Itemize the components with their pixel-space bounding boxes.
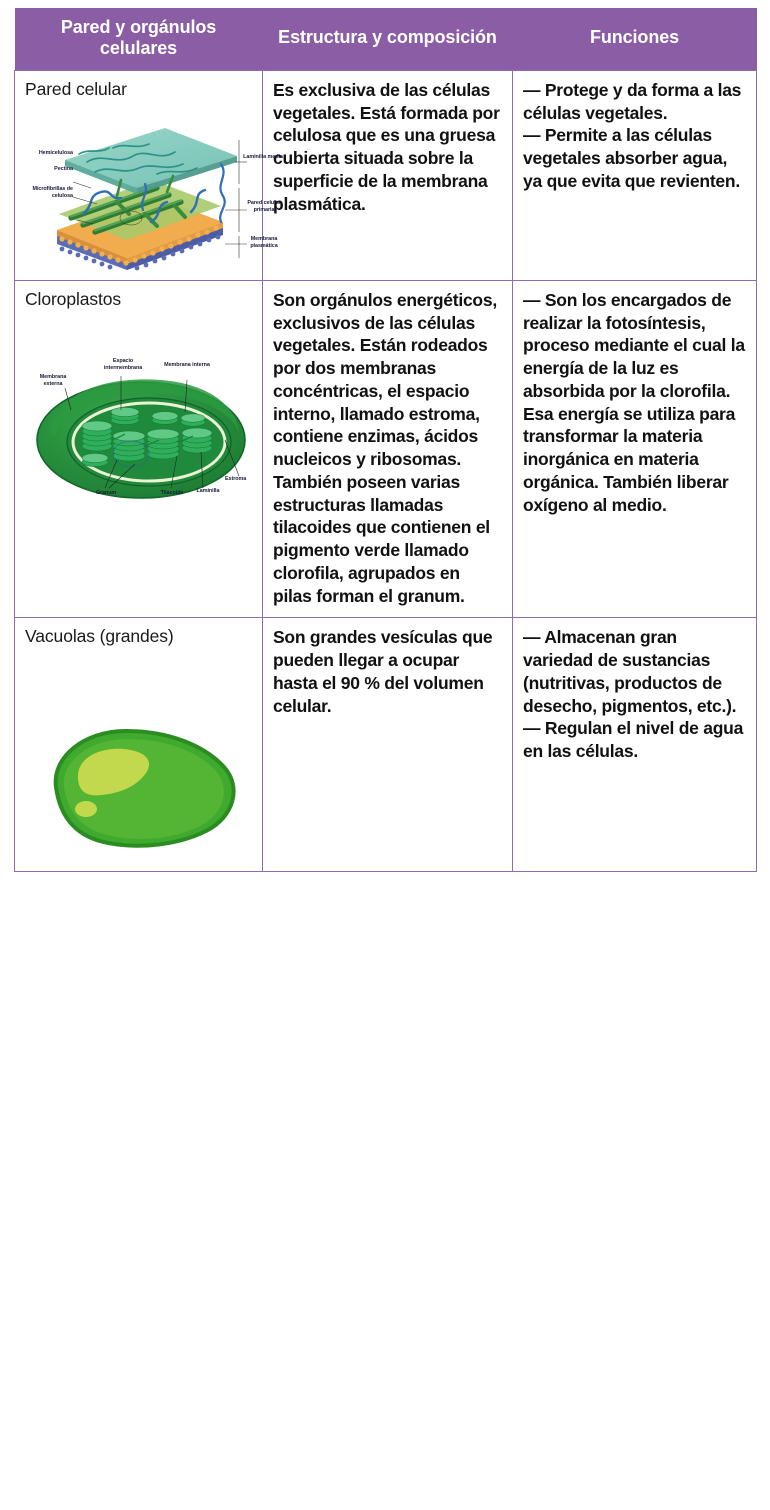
cell-functions: [513, 280, 757, 618]
function-item: — Regulan el nivel de agua en las células.: [523, 718, 744, 761]
table-wrapper: [14, 8, 756, 872]
cell-structure-description: [263, 70, 513, 280]
label-laminilla-media: Laminilla media: [243, 153, 283, 160]
function-item: — Protege y da forma a las células vegetales.: [523, 79, 742, 123]
cell-functions: [513, 70, 757, 280]
column-header-structure: Estructura y composición: [263, 8, 513, 70]
label-laminilla: Laminilla: [196, 487, 220, 494]
table-row: [15, 70, 757, 280]
functions-text: [523, 289, 746, 517]
structure-text: Son orgánulos energéticos, exclusivos de las células vegetales. Están rodeados por dos membranas concéntricas, el espacio interno, llamado estroma, contiene enzimas, ácidos nucleicos y ribosomas. También poseen varias estructuras llamadas tilacoides que contienen el pigmento verde llamado clorofila, agrupados en pilas forman el granum.: [273, 289, 497, 606]
plant-cell-structures-table: [14, 8, 757, 872]
label-estroma: Estroma: [225, 475, 247, 482]
column-header-organelles: Pared y orgánulos celulares: [15, 8, 263, 70]
header-row: [15, 8, 757, 70]
label-membrana-interna: Membrana interna: [164, 361, 210, 368]
label-microfibrillas-celulosa: Microfibrillas de celulosa: [32, 185, 73, 199]
vacuole-diagram: [28, 721, 250, 861]
table-row: [15, 618, 757, 872]
cell-functions: [513, 618, 757, 872]
label-granum: Granum: [95, 489, 117, 496]
chloroplast-diagram: [25, 336, 263, 516]
organelle-label: Cloroplastos: [25, 288, 122, 309]
table-body: [15, 70, 757, 872]
label-membrana-externa: Membrana externa: [39, 373, 67, 387]
label-hemicelulosa: Hemicelulosa: [38, 149, 73, 156]
cell-structure-description: [263, 618, 513, 872]
label-tilacoide: Tilacoide: [160, 489, 184, 496]
label-pared-celular-primaria: Pared celular primaria: [247, 199, 281, 213]
label-membrana-plasmatica: Membrana plasmática: [250, 235, 278, 249]
vacuole-illustration: [28, 721, 250, 861]
structure-text: Es exclusiva de las células vegetales. Está formada por celulosa que es una gruesa cubierta situada sobre la superficie de la membrana plasmática.: [273, 79, 500, 214]
vacuole-small-highlight: [75, 801, 97, 817]
function-item: — Permite a las células vegetales absorber agua, ya que evita que revienten.: [523, 125, 740, 191]
structure-text: Son grandes vesículas que pueden llegar a ocupar hasta el 90 % del volumen celular.: [273, 627, 493, 716]
cell-structure-description: [263, 280, 513, 618]
cell-organelle-name: [15, 280, 263, 618]
cell-wall-diagram: [25, 118, 283, 270]
table-header: [15, 8, 757, 70]
function-item: — Almacenan gran variedad de sustancias (nutritivas, productos de desecho, pigmentos, etc.).: [523, 627, 737, 716]
functions-text: [523, 79, 746, 193]
organelle-label: Pared celular: [25, 78, 127, 99]
cell-organelle-name: [15, 618, 263, 872]
cell-organelle-name: [15, 70, 283, 280]
table-row: [15, 280, 757, 618]
label-espacio-intermembrana: Espacio intermembrana: [103, 357, 143, 371]
label-pectina: Pectina: [54, 165, 73, 172]
column-header-functions: Funciones: [513, 8, 757, 70]
functions-text: [523, 626, 746, 763]
function-item: — Son los encargados de realizar la fotosíntesis, proceso mediante el cual la energía de la luz es absorbida por la clorofila. Esa energía se utiliza para transformar la materia inorgánica en materia orgánica. También liberar oxígeno al medio.: [523, 289, 745, 515]
organelle-label: Vacuolas (grandes): [25, 626, 174, 647]
